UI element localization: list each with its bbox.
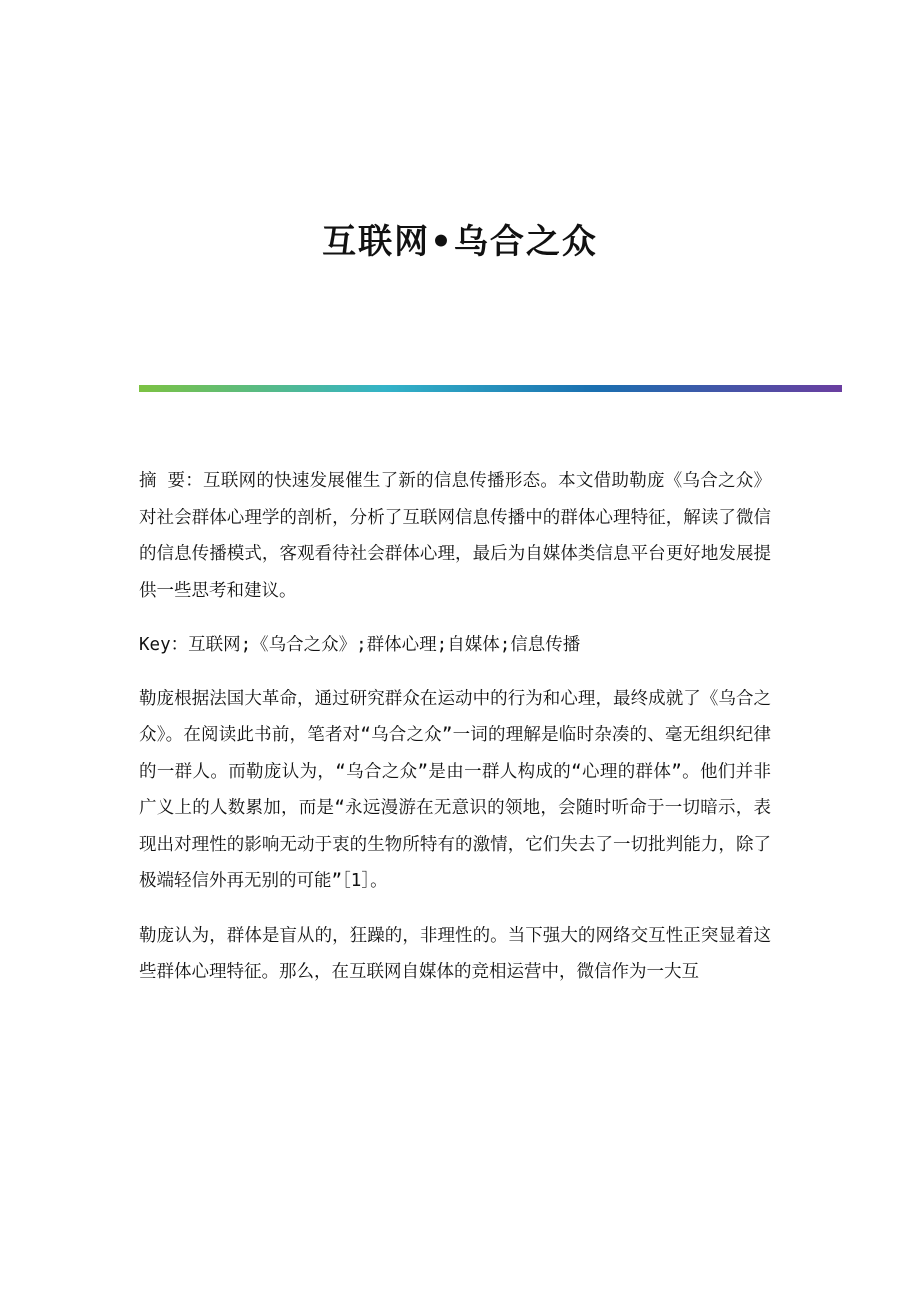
abstract-paragraph: 摘 要：互联网的快速发展催生了新的信息传播形态。本文借助勒庞《乌合之众》对社会群体心理学的剖析，分析了互联网信息传播中的群体心理特征，解读了微信的信息传播模式，客观看待社会群体心理，最后为自媒体类信息平台更好地发展提供一些思考和建议。 <box>139 471 771 601</box>
keywords-line: Key：互联网;《乌合之众》;群体心理;自媒体;信息传播 <box>139 635 581 655</box>
body-paragraph-2: 勒庞认为，群体是盲从的，狂躁的，非理性的。当下强大的网络交互性正突显着这些群体心理特征。那么，在互联网自媒体的竞相运营中，微信作为一大互 <box>139 925 771 982</box>
document-title: 互联网•乌合之众 <box>322 222 598 262</box>
body-paragraph-1: 勒庞根据法国大革命，通过研究群众在运动中的行为和心理，最终成就了《乌合之众》。在阅读此书前，笔者对“乌合之众”一词的理解是临时杂凑的、毫无组织纪律的一群人。而勒庞认为，“乌合之众”是由一群人构成的“心理的群体”。他们并非广义上的人数累加，而是“永远漫游在无意识的领地，会随时听命于一切暗示，表现出对理性的影响无动于衷的生物所特有的激情，它们失去了一切批判能力，除了极端轻信外再无别的可能”［1］。 <box>139 688 771 891</box>
document-body <box>139 463 771 1009</box>
gradient-divider <box>139 385 842 392</box>
